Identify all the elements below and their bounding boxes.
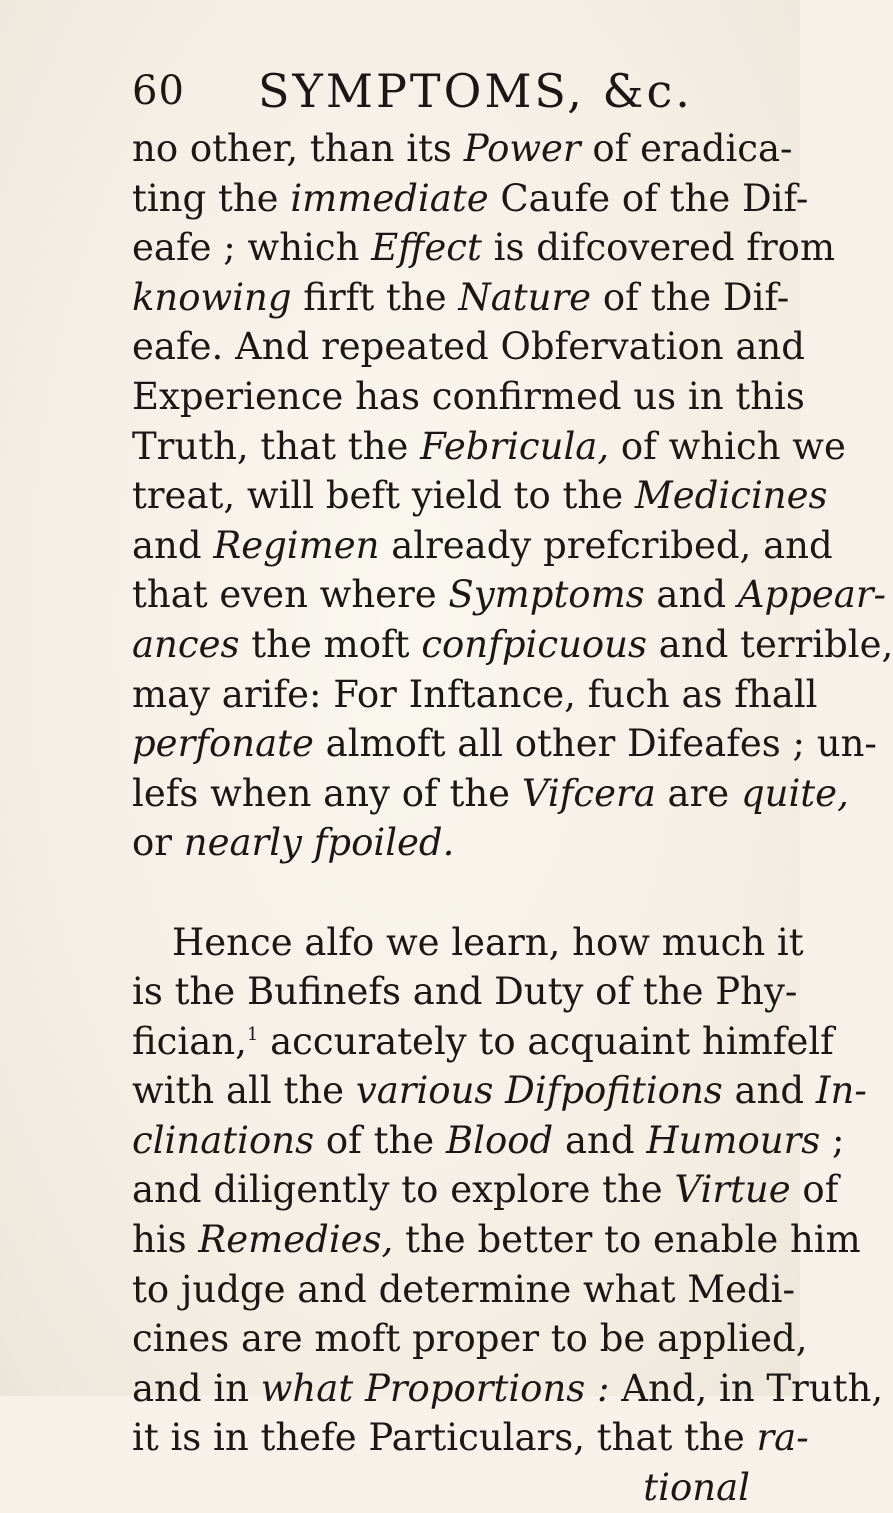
italic-text: Regimen	[213, 523, 380, 567]
text-run: of the Dif-	[591, 275, 790, 319]
footnote-marker: 1	[246, 1023, 259, 1045]
text-run: lefs when any of the	[132, 771, 522, 815]
text-run: and	[553, 1118, 647, 1162]
italic-text: Nature	[458, 275, 592, 319]
italic-text: Power	[463, 127, 581, 170]
paragraph	[132, 124, 893, 868]
italic-text: various Difpofitions	[355, 1069, 723, 1113]
italic-text: Humours	[646, 1118, 821, 1162]
text-run: his	[132, 1218, 199, 1262]
text-line	[132, 967, 798, 1017]
text-line	[132, 273, 790, 323]
text-line	[132, 620, 893, 670]
text-line	[132, 521, 833, 571]
text-run: Experience has confirmed us in this	[132, 374, 805, 418]
text-line	[132, 1265, 796, 1315]
text-run: of eradica-	[580, 127, 793, 170]
text-run: that even where	[132, 573, 449, 617]
catchword-text: tional	[643, 1466, 750, 1510]
text-run: And, in Truth,	[609, 1366, 884, 1410]
text-line	[132, 1314, 808, 1364]
text-line	[132, 322, 805, 372]
text-run: is difcovered from	[481, 226, 836, 270]
text-run: is the Bufinefs and Duty of the Phy-	[132, 970, 798, 1014]
page-header	[132, 60, 772, 122]
text-line	[132, 719, 877, 769]
text-run: of the	[314, 1118, 446, 1162]
text-run: and terrible,	[647, 622, 893, 666]
text-line	[132, 223, 836, 273]
text-run: Truth, that the	[132, 424, 421, 468]
text-run: are	[655, 771, 741, 815]
text-line	[132, 1116, 845, 1166]
italic-text: confpicuous	[421, 622, 647, 666]
text-run: and	[722, 1069, 816, 1113]
text-line	[132, 1165, 839, 1215]
text-run: and	[132, 523, 214, 567]
text-line	[132, 1017, 834, 1067]
italic-text: clinations	[132, 1118, 315, 1162]
text-run: and	[644, 573, 738, 617]
text-run: Caufe of the Dif-	[488, 176, 809, 220]
text-line	[132, 570, 887, 620]
italic-text: immediate	[290, 176, 489, 220]
italic-text: Virtue	[674, 1168, 791, 1212]
italic-text: Appear-	[737, 573, 887, 617]
paragraph-gap	[132, 868, 772, 918]
text-run: it is in thefe Particulars, that the	[132, 1416, 757, 1460]
italic-text: Vifcera	[521, 771, 656, 815]
text-run: eafe. And repeated Obfervation and	[132, 325, 805, 369]
text-run: Hence alfo we learn, how much it	[172, 920, 804, 964]
italic-text: In-	[815, 1069, 867, 1113]
italic-text: ances	[132, 622, 240, 666]
text-line	[132, 372, 805, 422]
text-run: with all the	[132, 1069, 356, 1113]
italic-text: Symptoms	[448, 573, 645, 617]
text-run: to judge and determine what Medi-	[132, 1267, 796, 1311]
running-title: SYMPTOMS, &c.	[258, 64, 693, 118]
text-run: accurately to acquaint himfelf	[258, 1019, 834, 1063]
text-line	[132, 918, 804, 968]
text-run: of which we	[609, 424, 846, 468]
text-line	[132, 174, 809, 224]
italic-text: nearly fpoiled.	[183, 821, 455, 865]
text-run: of	[790, 1168, 839, 1212]
text-run: the better to enable him	[393, 1218, 861, 1262]
italic-text: quite,	[740, 771, 849, 815]
italic-text: Remedies,	[198, 1218, 394, 1262]
text-run: already prefcribed, and	[379, 523, 833, 567]
catchword	[132, 1463, 772, 1513]
text-run: or	[132, 821, 184, 865]
text-run: almoft all other Difeafes ; un-	[313, 722, 877, 766]
text-run: firft the	[291, 275, 459, 319]
page-number: 60	[132, 68, 185, 114]
text-run: cines are moft proper to be applied,	[132, 1317, 808, 1361]
italic-text: knowing	[132, 275, 292, 319]
page-body	[132, 124, 893, 1513]
italic-text: Febricula,	[420, 424, 610, 468]
text-line	[132, 1215, 861, 1265]
text-run: and in	[132, 1366, 261, 1410]
text-line	[132, 1364, 884, 1414]
text-run: ;	[820, 1118, 845, 1162]
text-run: no other, than its	[132, 127, 464, 170]
text-line	[132, 1066, 867, 1116]
text-run: ting the	[132, 176, 291, 220]
italic-text: what Proportions :	[260, 1366, 610, 1410]
text-run: treat, will beft yield to the	[132, 474, 635, 518]
paragraph	[132, 918, 884, 1464]
text-run: and diligently to explore the	[132, 1168, 675, 1212]
text-line	[132, 670, 818, 720]
text-run: fician,	[132, 1019, 247, 1063]
text-line	[132, 818, 772, 868]
italic-text: perfonate	[132, 722, 314, 766]
italic-text: ra-	[756, 1416, 809, 1460]
text-run: the moft	[239, 622, 422, 666]
italic-text: Medicines	[634, 474, 828, 518]
italic-text: Blood	[445, 1118, 554, 1162]
text-run: eafe ; which	[132, 226, 372, 270]
text-line	[132, 1413, 809, 1463]
text-line	[132, 422, 846, 472]
text-line	[132, 124, 793, 174]
italic-text: Effect	[371, 226, 482, 270]
text-line	[132, 471, 828, 521]
text-run: may arife: For Inftance, fuch as fhall	[132, 672, 818, 716]
text-line	[132, 769, 849, 819]
